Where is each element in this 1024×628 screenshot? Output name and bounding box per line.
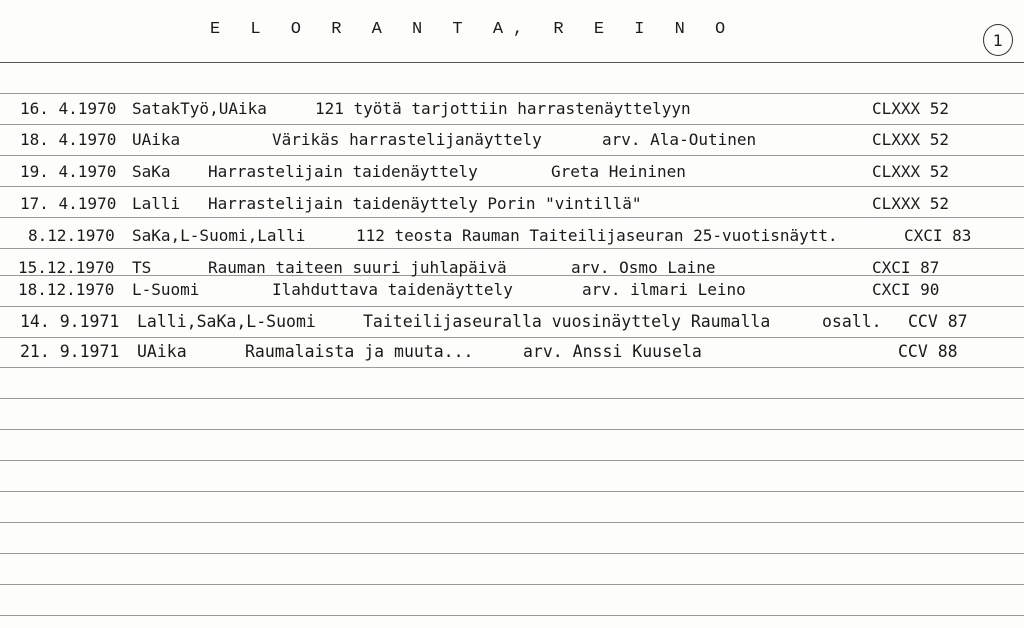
- entry-description: Harrastelijain taidenäyttely Porin "vintillä": [208, 194, 642, 213]
- entry-reference: CCV 88: [898, 342, 958, 361]
- ruled-line: [0, 367, 1024, 368]
- entry-source: UAika: [137, 342, 187, 361]
- entry-author: arv. Anssi Kuusela: [523, 342, 702, 361]
- entry-source: Lalli,SaKa,L-Suomi: [137, 312, 316, 331]
- entry-description: Harrastelijain taidenäyttely: [208, 162, 478, 181]
- ruled-line: [0, 491, 1024, 492]
- ruled-line: [0, 306, 1024, 307]
- ruled-line: [0, 460, 1024, 461]
- entry-author: Greta Heininen: [551, 162, 686, 181]
- entry-description: 121 työtä tarjottiin harrastenäyttelyyn: [315, 99, 691, 118]
- entry-author: arv. ilmari Leino: [582, 280, 746, 299]
- entry-author: arv. Ala-Outinen: [602, 130, 757, 149]
- entry-source: SaKa: [132, 162, 171, 181]
- ruled-line: [0, 584, 1024, 585]
- ruled-line: [0, 522, 1024, 523]
- ruled-line: [0, 248, 1024, 249]
- entry-date: 16. 4.1970: [20, 99, 117, 118]
- entry-reference: CLXXX 52: [872, 130, 950, 149]
- card-title: E L O R A N T A, R E I N O: [210, 20, 736, 39]
- entry-reference: CCV 87: [908, 312, 968, 331]
- entry-description: Värikäs harrastelijanäyttely: [272, 130, 542, 149]
- header-rule: [0, 62, 1024, 63]
- entry-description: Rauman taiteen suuri juhlapäivä: [208, 258, 507, 277]
- entry-reference: CXCI 83: [904, 226, 972, 245]
- entry-reference: CLXXX 52: [872, 162, 950, 181]
- entry-reference: CXCI 90: [872, 280, 940, 299]
- ruled-line: [0, 124, 1024, 125]
- entry-reference: CLXXX 52: [872, 194, 950, 213]
- entry-description: Taiteilijaseuralla vuosinäyttely Raumalla: [363, 312, 771, 331]
- ruled-line: [0, 217, 1024, 218]
- entry-date: 19. 4.1970: [20, 162, 117, 181]
- entry-date: 21. 9.1971: [20, 342, 120, 361]
- entry-source: TS: [132, 258, 152, 277]
- ruled-line: [0, 398, 1024, 399]
- entry-date: 17. 4.1970: [20, 194, 117, 213]
- ruled-line: [0, 275, 1024, 276]
- entry-date: 18.12.1970: [18, 280, 115, 299]
- ruled-line: [0, 155, 1024, 156]
- entry-source: UAika: [132, 130, 181, 149]
- ruled-line: [0, 337, 1024, 338]
- entry-reference: CLXXX 52: [872, 99, 950, 118]
- page-number-mark: 1: [983, 24, 1013, 56]
- entry-source: L-Suomi: [132, 280, 200, 299]
- ruled-line: [0, 186, 1024, 187]
- ruled-line: [0, 615, 1024, 616]
- ruled-line: [0, 429, 1024, 430]
- entry-author: arv. Osmo Laine: [571, 258, 716, 277]
- entry-source: SaKa,L-Suomi,Lalli: [132, 226, 306, 245]
- entry-date: 15.12.1970: [18, 258, 115, 277]
- entry-row: [20, 342, 958, 475]
- ruled-line: [0, 553, 1024, 554]
- entry-description: Ilahduttava taidenäyttely: [272, 280, 513, 299]
- entry-date: 18. 4.1970: [20, 130, 117, 149]
- entry-description: Raumalaista ja muuta...: [245, 342, 474, 361]
- entry-description: 112 teosta Rauman Taiteilijaseuran 25-vuotisnäytt.: [356, 226, 838, 245]
- entry-source: Lalli: [132, 194, 181, 213]
- entry-author: osall.: [822, 312, 882, 331]
- entry-date: 14. 9.1971: [20, 312, 120, 331]
- ruled-line: [0, 93, 1024, 94]
- entry-reference: CXCI 87: [872, 258, 940, 277]
- entry-date: 8.12.1970: [28, 226, 115, 245]
- entry-source: SatakTyö,UAika: [132, 99, 267, 118]
